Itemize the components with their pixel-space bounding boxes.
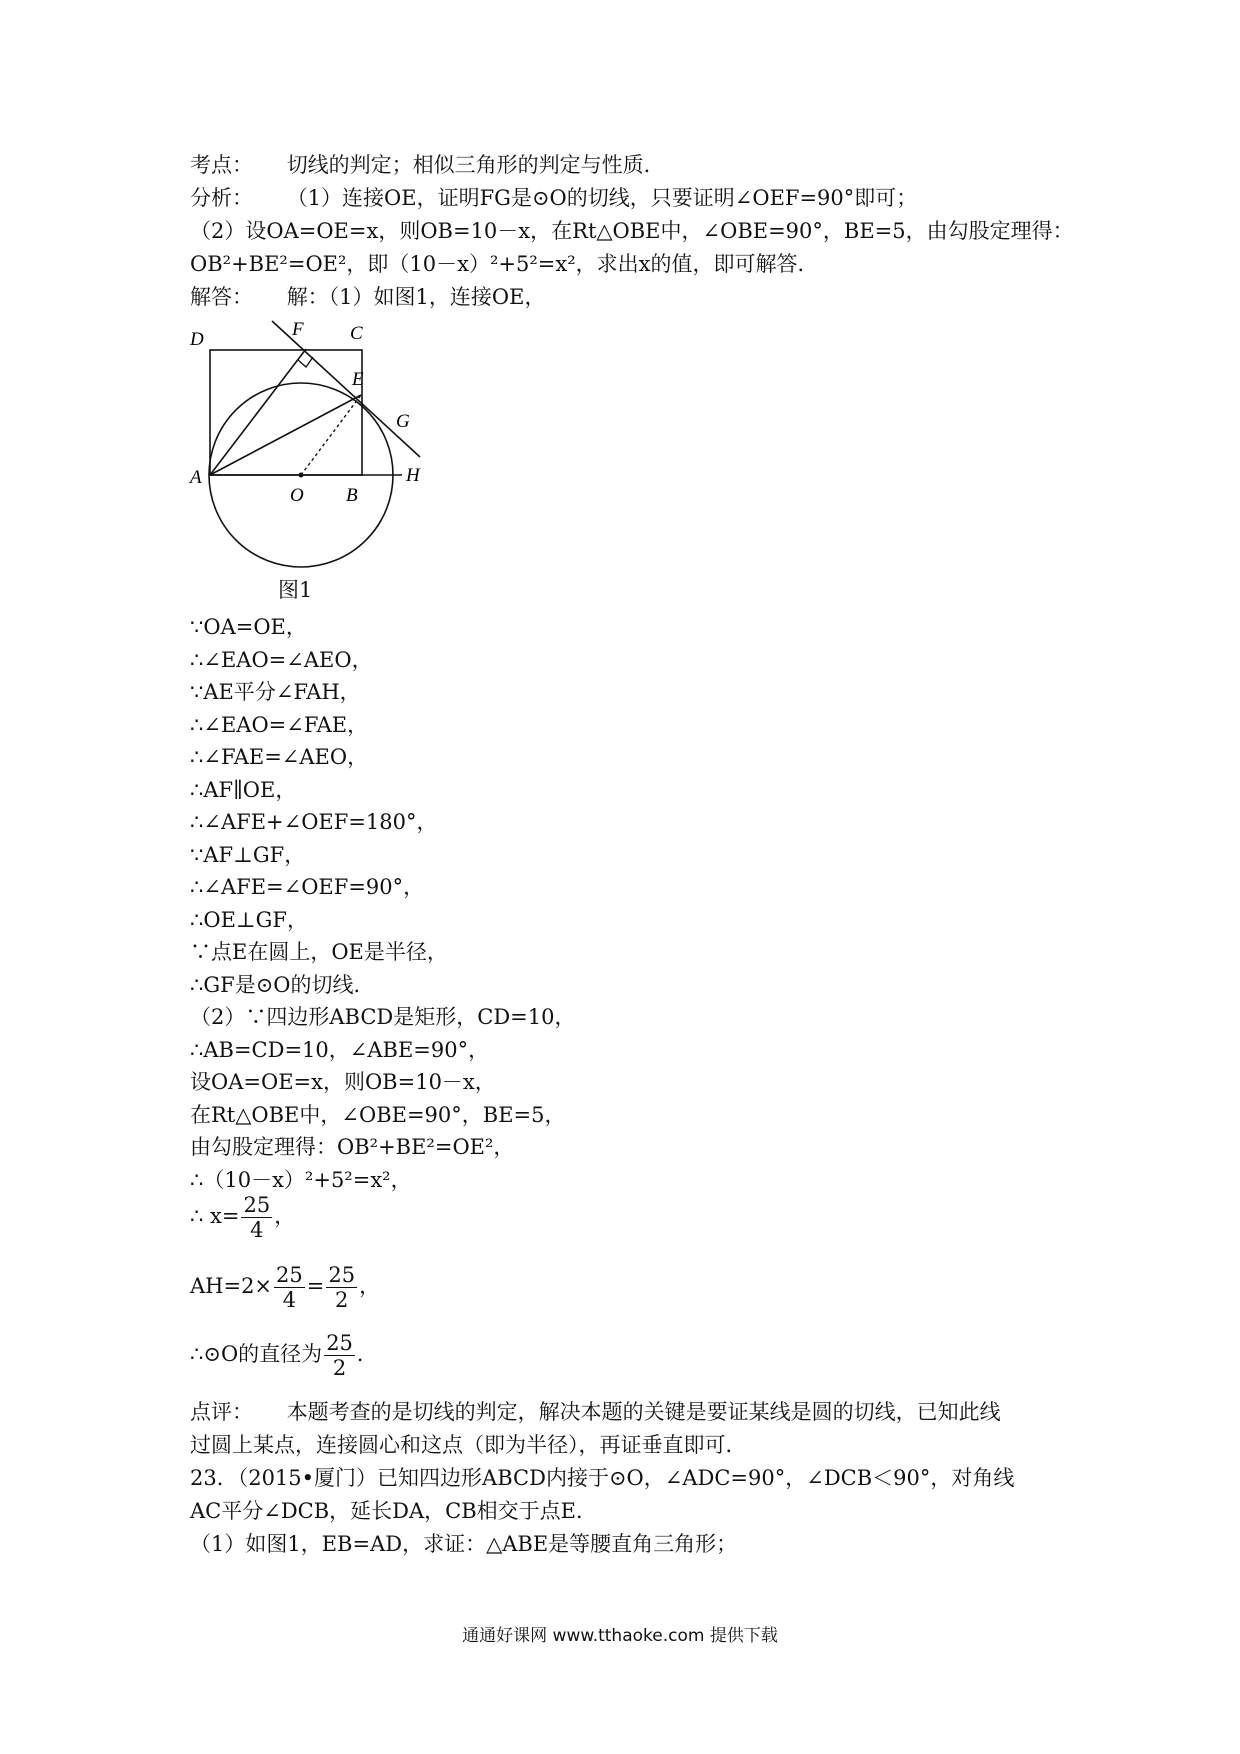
center-dot xyxy=(299,473,304,478)
x-suffix: ， xyxy=(274,1204,296,1228)
right-angle-mark xyxy=(298,357,313,367)
x-numerator: 25 xyxy=(243,1193,271,1217)
fenxi-text-1: （1）连接OE，证明FG是⊙O的切线，只要证明∠OEF=90°即可； xyxy=(286,186,918,210)
label-c: C xyxy=(350,323,363,344)
label-h: H xyxy=(406,465,420,486)
proof-step: （2）∵四边形ABCD是矩形，CD=10， xyxy=(190,1005,576,1029)
diameter-numerator: 25 xyxy=(326,1331,353,1355)
x-value-line xyxy=(190,1192,295,1242)
jieda-line xyxy=(190,282,545,312)
problem23-line-2: AC平分∠DCB，延长DA，CB相交于点E． xyxy=(190,1499,597,1523)
x-fraction xyxy=(241,1193,272,1242)
proof-step: ∴∠FAE=∠AEO， xyxy=(190,745,369,769)
ah-fraction-1 xyxy=(274,1263,305,1312)
fenxi-label: 分析： xyxy=(190,186,253,210)
x-denominator: 4 xyxy=(250,1218,264,1242)
label-o: O xyxy=(290,485,304,506)
tangent-line-fg xyxy=(272,321,420,457)
fenxi-line-3: OB²+BE²=OE²，即（10－x）²+5²=x²，求出x的值，即可解答． xyxy=(190,252,819,276)
ah-fraction-2 xyxy=(326,1263,357,1312)
fenxi-line xyxy=(190,183,917,213)
comment-line-2: 过圆上某点，连接圆心和这点（即为半径），再证垂直即可． xyxy=(190,1433,747,1457)
ah-equals: = xyxy=(306,1274,325,1298)
line-oe xyxy=(301,395,361,475)
proof-step: ∵AE平分∠FAH， xyxy=(190,680,361,704)
figure-caption: 图1 xyxy=(278,578,313,602)
footer-text: 通通好课网 www.tthaoke.com 提供下载 xyxy=(462,1626,778,1646)
proof-step: 由勾股定理得：OB²+BE²=OE²， xyxy=(190,1135,515,1159)
proof-step: ∵点E在圆上，OE是半径， xyxy=(190,940,448,964)
proof-step: ∴AF∥OE， xyxy=(190,777,297,802)
diameter-suffix: ． xyxy=(356,1342,378,1366)
ah-value-line xyxy=(190,1262,380,1312)
proof-step: ∵AF⊥GF， xyxy=(190,842,306,867)
kaodian-line xyxy=(190,150,665,180)
proof-step: ∴∠AFE=∠OEF=90°， xyxy=(190,875,425,899)
diameter-prefix: ∴⊙O的直径为 xyxy=(190,1342,323,1366)
diameter-line xyxy=(190,1330,378,1380)
ah-prefix: AH=2× xyxy=(190,1274,273,1298)
label-g: G xyxy=(396,411,410,432)
comment-text-1: 本题考查的是切线的判定，解决本题的关键是要证某线是圆的切线，已知此线 xyxy=(286,1400,1001,1424)
label-e: E xyxy=(352,369,364,390)
label-b: B xyxy=(346,485,358,506)
problem23-line-1: 23．（2015•厦门）已知四边形ABCD内接于⊙O，∠ADC=90°，∠DCB＜90°，对角线 xyxy=(190,1466,1015,1490)
proof-step: 在Rt△OBE中，∠OBE=90°，BE=5， xyxy=(190,1102,566,1127)
label-d: D xyxy=(190,329,204,350)
jieda-text: 解：（1）如图1，连接OE， xyxy=(286,285,546,309)
ah-suffix: ， xyxy=(359,1274,381,1298)
geometry-figure xyxy=(180,315,440,605)
label-f: F xyxy=(292,319,304,340)
ah-denominator-2: 2 xyxy=(335,1288,349,1312)
ah-denominator-1: 4 xyxy=(282,1288,297,1312)
diameter-denominator: 2 xyxy=(332,1356,347,1380)
proof-step: ∴AB=CD=10，∠ABE=90°， xyxy=(190,1037,490,1062)
kaodian-text: 切线的判定；相似三角形的判定与性质． xyxy=(286,153,665,177)
proof-step: ∴（10－x）²+5²=x²， xyxy=(190,1167,412,1192)
proof-step: 设OA=OE=x，则OB=10－x， xyxy=(190,1070,496,1094)
proof-step: ∴∠EAO=∠AEO， xyxy=(190,647,373,672)
proof-step: ∴∠EAO=∠FAE， xyxy=(190,712,369,737)
problem23-line-3: （1）如图1，EB=AD，求证：△ABE是等腰直角三角形； xyxy=(190,1532,738,1556)
x-prefix: ∴ x= xyxy=(190,1204,240,1228)
proof-step: ∴GF是⊙O的切线． xyxy=(190,972,375,997)
ah-numerator-2: 25 xyxy=(328,1263,356,1287)
line-af xyxy=(210,349,306,475)
comment-line-1 xyxy=(190,1397,1001,1427)
ah-numerator-1: 25 xyxy=(276,1263,303,1287)
proof-step: ∵OA=OE， xyxy=(190,615,307,639)
diameter-fraction xyxy=(324,1331,355,1380)
proof-step: ∴OE⊥GF， xyxy=(190,907,309,932)
kaodian-label: 考点： xyxy=(190,153,253,177)
proof-step: ∴∠AFE+∠OEF=180°， xyxy=(190,810,438,834)
fenxi-line-2: （2）设OA=OE=x，则OB=10－x，在Rt△OBE中，∠OBE=90°，BE=5，由勾股定理得： xyxy=(190,219,1074,243)
jieda-label: 解答： xyxy=(190,285,253,309)
label-a: A xyxy=(190,467,202,488)
comment-label: 点评： xyxy=(190,1400,253,1424)
line-ae xyxy=(210,395,361,475)
